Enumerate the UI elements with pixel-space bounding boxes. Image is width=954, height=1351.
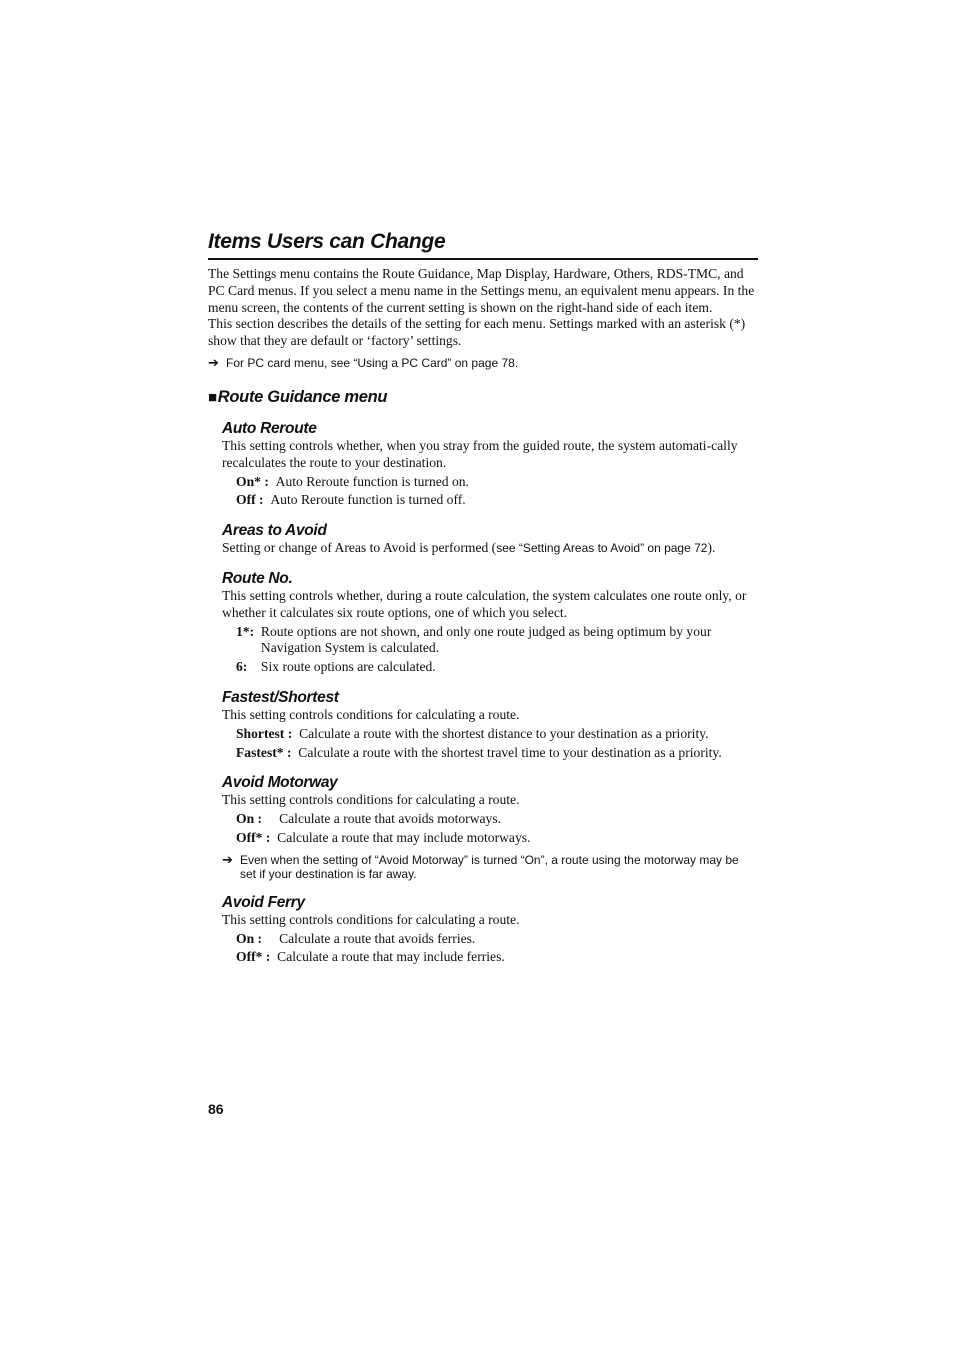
item-auto-reroute [222,419,758,509]
item-title: Avoid Ferry [222,893,305,911]
page-content [208,230,758,966]
description-suffix: ). [707,540,716,556]
pc-card-note-suffix: . [514,355,519,370]
option-row [236,931,758,948]
motorway-note [222,853,758,881]
option-key: Fastest* : [236,744,299,760]
option-row [236,745,758,762]
item-avoid-ferry [222,893,758,966]
page-number: 86 [208,1101,224,1117]
option-list [236,931,758,967]
option-key: On : [236,811,280,827]
item-description: This setting controls conditions for calculating a route. [222,911,520,927]
option-value: Calculate a route with the shortest travel time to your destination as a priority. [298,744,722,760]
intro-paragraph-1: The Settings menu contains the Route Guidance, Map Display, Hardware, Others, RDS-TMC, and PC Card menus. If you select a menu name in the Settings menu, an equivalent menu appears. In the menu screen, the contents of the current setting is shown on the right-hand side of each item. [208,266,755,315]
option-key: Shortest : [236,725,300,741]
item-areas-to-avoid [222,521,758,557]
page-title: Items Users can Change [208,230,758,260]
item-title: Route No. [222,569,293,587]
option-list [236,811,758,847]
option-value: Calculate a route with the shortest distance to your destination as a priority. [299,725,709,741]
item-avoid-motorway [222,773,758,880]
option-row [236,659,758,676]
item-title: Areas to Avoid [222,522,327,540]
option-value: Auto Reroute function is turned off. [270,492,466,508]
option-row [236,474,758,491]
item-description: This setting controls whether, when you stray from the guided route, the system automati-cally recalculates the route to your destination. [222,437,738,470]
pc-card-note-prefix: For PC card menu, [226,355,331,370]
option-row [236,726,758,743]
intro [208,266,758,350]
option-row [236,949,758,966]
item-title: Fastest/Shortest [222,688,339,706]
pc-card-page-reference: see “Using a PC Card” on page 78 [330,355,515,370]
option-value: Route options are not shown, and only one route judged as being optimum by your Navigation System is calculated. [260,623,712,656]
option-key: Off : [236,492,271,508]
option-key: On* : [236,473,276,489]
item-route-no [222,569,758,676]
option-value: Calculate a route that avoids motorways. [279,811,502,827]
option-list [236,726,758,762]
pc-card-note-text [226,356,518,370]
item-description [222,540,758,557]
option-key: Off* : [236,949,278,965]
option-row [236,830,758,847]
option-key: On : [236,930,280,946]
option-row [236,624,758,658]
item-fastest-shortest [222,688,758,761]
square-bullet-icon: ■ [208,388,217,406]
option-value: Calculate a route that avoids ferries. [279,930,476,946]
item-title: Avoid Motorway [222,774,338,792]
option-key: 6: [236,659,261,675]
item-description: This setting controls conditions for calculating a route. [222,706,520,722]
route-guidance-items [222,419,758,966]
option-list [236,624,758,676]
option-value: Six route options are calculated. [260,659,436,675]
item-description: This setting controls conditions for calculating a route. [222,792,520,808]
option-value: Auto Reroute function is turned on. [275,473,469,489]
item-description: This setting controls whether, during a route calculation, the system calculates one route only, or whether it calculates six route options, one of which you select. [222,587,747,620]
arrow-icon: ➔ [222,851,233,867]
option-key: Off* : [236,829,278,845]
item-title: Auto Reroute [222,419,317,437]
option-row [236,492,758,509]
option-list [236,474,758,510]
arrow-icon: ➔ [208,354,219,370]
intro-paragraph-2: This section describes the details of the setting for each menu. Settings marked with an asterisk (*) show that they are default or ‘factory’ settings. [208,316,746,349]
menu-heading-text: Route Guidance menu [217,387,388,406]
description-text: Setting or change of Areas to Avoid is performed ( [222,540,497,556]
page-reference: see “Setting Areas to Avoid” on page 72 [496,541,708,556]
option-value: Calculate a route that may include ferries. [277,949,505,965]
option-row [236,811,758,828]
motorway-note-text: Even when the setting of “Avoid Motorway” is turned “On”, a route using the motorway may be set if your destination is far away. [240,852,739,881]
option-key: 1*: [236,623,261,639]
pc-card-note [208,356,758,370]
option-value: Calculate a route that may include motorways. [277,829,531,845]
menu-heading [208,388,758,407]
